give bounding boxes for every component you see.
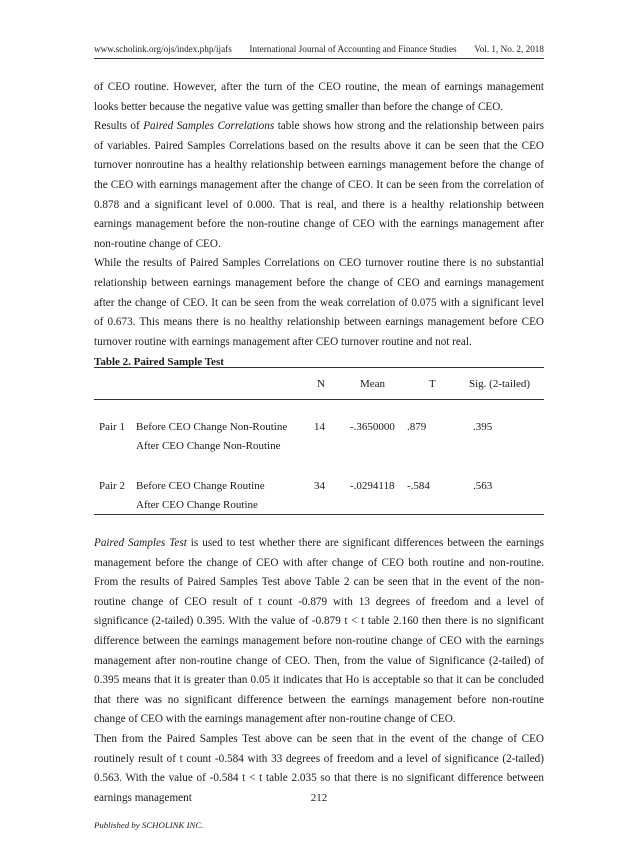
paragraph: Paired Samples Test is used to test whether there are significant differences between the earnings management before the change of CEO with after change of CEO both routine and non-routine. From the results of Paired Samples Test above Table 2 can be seen that in the event of the non-routine change of CEO result of t count -0.879 with 13 degrees of freedom and a level of significance (2-tailed) 0.395. With the value of -0.879 t < t table 2.160 then there is no significant difference between the earnings management before non-routine change of CEO with the earnings management after non-routine change of CEO. Then, from the value of Significance (2-tailed) of 0.395 means that it is greater than 0.05 it indicates that Ho is acceptable so that it can be concluded that there was no significant difference between the earnings management before non-routine change of CEO with the earnings management after non-routine change of CEO. (94, 537, 544, 726)
header-url: www.scholink.org/ojs/index.php/ijafs (94, 44, 232, 54)
row-mean: -.3650000 (350, 421, 395, 433)
row-t: .879 (407, 421, 427, 433)
row-pair-label: Pair 1 (99, 421, 125, 433)
row-t: -.584 (407, 480, 430, 492)
row-n: 14 (314, 421, 325, 433)
paired-sample-test-table (94, 367, 544, 515)
table-caption: Table 2. Paired Sample Test (94, 356, 224, 368)
paragraph: Results of Paired Samples Correlations table shows how strong and the relationship between pairs of variables. Paired Samples Correlations based on the results above it can be seen that the CEO turnover nonroutine has a healthy relationship between earnings management before the change of the CEO with earnings management after the change of CEO. It can be seen from the correlation of 0.878 and a significant level of 0.000. That is real, and there is a healthy relationship between earnings management before the non-routine change of CEO with the earnings management after non-routine change of CEO. (94, 120, 545, 250)
row-after-label: After CEO Change Routine (136, 499, 258, 511)
row-before-label: Before CEO Change Non-Routine (136, 421, 288, 433)
header-rule (94, 58, 544, 59)
col-header-sig: Sig. (2-tailed) (469, 378, 531, 390)
running-header (94, 44, 544, 54)
row-sig: .395 (473, 421, 493, 433)
table-bottom-rule (94, 514, 544, 515)
col-header-t: T (429, 378, 436, 390)
table-header-rule (94, 399, 544, 400)
header-journal: International Journal of Accounting and Finance Studies (249, 44, 457, 54)
publisher-footer: Published by SCHOLINK INC. (94, 820, 204, 830)
table-top-rule (94, 367, 544, 368)
col-header-n: N (317, 378, 325, 390)
row-n: 34 (314, 480, 325, 492)
paragraph: While the results of Paired Samples Correlations on CEO turnover routine there is no substantial relationship between earnings management before the change of CEO and earnings management after the change of CEO. It can be seen from the weak correlation of 0.075 with a significant level of 0.673. This means there is no healthy relationship between earnings management before CEO turnover routine with earnings management after CEO turnover routine and not real. (94, 257, 544, 348)
page-number: 212 (310, 792, 328, 804)
body-text-bottom (94, 534, 544, 808)
paragraph: Then from the Paired Samples Test above can be seen that in the event of the change of CEO routinely result of t count -0.584 with 33 degrees of freedom and a level of significance (2-tailed) 0.563. With the value of -0.584 t < t table 2.035 so that there is no significant difference between earnings management (94, 732, 544, 804)
row-mean: -.0294118 (350, 480, 395, 492)
row-after-label: After CEO Change Non-Routine (136, 440, 281, 452)
col-header-mean: Mean (360, 378, 386, 390)
row-sig: .563 (473, 480, 493, 492)
italic-term: Paired Samples Correlations (143, 120, 275, 133)
row-pair-label: Pair 2 (99, 480, 125, 492)
italic-term: Paired Samples Test (94, 537, 187, 549)
header-volume: Vol. 1, No. 2, 2018 (474, 44, 544, 54)
paragraph: of CEO routine. However, after the turn of the CEO routine, the mean of earnings management looks better because the negative value was getting smaller than before the change of CEO. (94, 81, 544, 113)
body-text-top (94, 78, 544, 352)
row-before-label: Before CEO Change Routine (136, 480, 265, 492)
